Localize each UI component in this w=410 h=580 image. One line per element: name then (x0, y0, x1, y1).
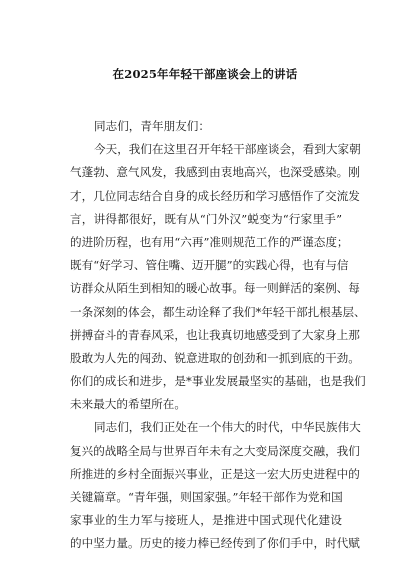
paragraph-line: 家事业的生力军与接班人，是推进中国式现代化建设 (70, 513, 342, 528)
document-body (70, 115, 366, 556)
paragraph-line: 的中坚力量。历史的接力棒已经传到了你们手中，时代赋 (70, 536, 360, 551)
paragraph-line: 拼搏奋斗的青春风采，也让我真切地感受到了大家身上那 (70, 327, 360, 342)
paragraph-line: 同志们，我们正处在一个伟大的时代，中华民族伟大 (94, 420, 361, 435)
paragraph-line: 访群众从陌生到相知的暖心故事。每一则鲜活的案例、每 (70, 281, 360, 296)
paragraph-line: 未来最大的希望所在。 (70, 397, 186, 412)
paragraph-line: 所推进的乡村全面振兴事业，正是这一宏大历史进程中的 (70, 466, 360, 481)
paragraph-line: 气蓬勃、意气风发，我感到由衷地高兴，也深受感染。刚 (70, 165, 360, 180)
paragraph-line: 你们的成长和进步，是*事业发展最坚实的基础，也是我们 (70, 374, 366, 389)
salutation-line: 同志们，青年朋友们： (94, 119, 210, 133)
paragraph-line: 一条深刻的体会，都生动诠释了我们*年轻干部扎根基层、 (70, 304, 366, 319)
paragraph-line: 复兴的战略全局与世界百年未有之大变局深度交融，我们 (70, 443, 360, 458)
paragraph-line: 关键篇章。“青年强，则国家强。”年轻干部作为党和国 (70, 490, 343, 504)
paragraph-line: 的进阶历程，也有用“六再”准则规范工作的严谨态度； (70, 234, 349, 249)
paragraph-line: 才，几位同志结合自身的成长经历和学习感悟作了交流发 (70, 188, 360, 203)
document-title: 在2025年年轻干部座谈会上的讲话 (112, 67, 298, 81)
paragraph-line: 既有“好学习、管住嘴、迈开腿”的实践心得，也有与信 (70, 258, 349, 273)
paragraph-line: 股敢为人先的闯劲、锐意进取的创劲和一抓到底的干劲。 (70, 350, 360, 365)
paragraph-line: 言，讲得都很好，既有从“门外汉”蜕变为“行家里手” (70, 211, 342, 226)
paragraph-line: 今天，我们在这里召开年轻干部座谈会，看到大家朝 (94, 142, 361, 157)
